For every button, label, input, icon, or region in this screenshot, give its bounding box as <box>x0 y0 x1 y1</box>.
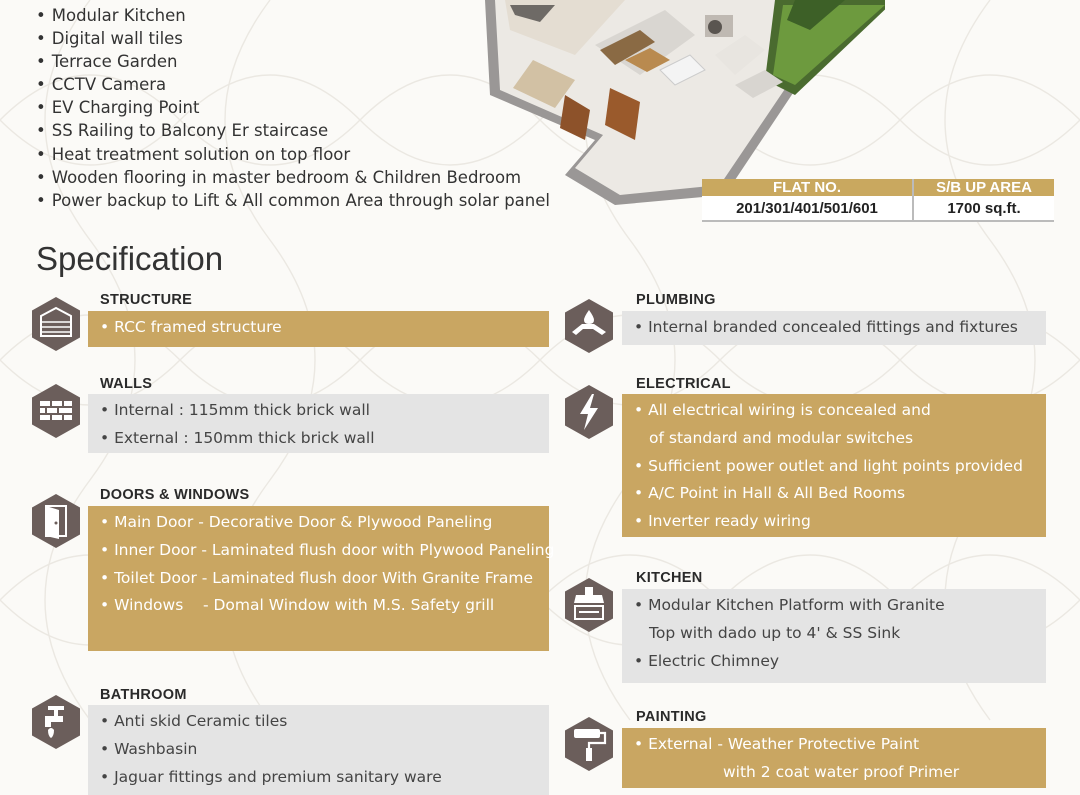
spec-item: • Toilet Door - Laminated flush door With Granite Frame <box>100 568 533 587</box>
flat-no-header: FLAT NO. <box>702 179 913 196</box>
spec-item: • External : 150mm thick brick wall <box>100 428 375 447</box>
spec-item: • Washbasin <box>100 739 198 758</box>
spec-item: • Anti skid Ceramic tiles <box>100 712 288 730</box>
spec-item: • Jaguar fittings and premium sanitary ware <box>100 767 442 786</box>
spec-item: • External - Weather Protective Paint <box>634 735 920 753</box>
section-title-kitchen: KITCHEN <box>636 570 703 586</box>
spec-item: • Internal : 115mm thick brick wall <box>100 401 370 419</box>
section-title-structure: STRUCTURE <box>100 292 193 308</box>
spec-item: • Modular Kitchen Platform with Granite <box>634 596 945 614</box>
brick-wall-icon <box>31 383 81 439</box>
amenity-item: • SS Railing to Balcony Er staircase <box>36 119 550 142</box>
plumbing-box <box>622 311 1046 345</box>
spec-item: • All electrical wiring is concealed and <box>634 401 931 419</box>
spec-item: • Inverter ready wiring <box>634 512 811 531</box>
door-icon <box>31 493 81 549</box>
painting-box <box>622 728 1046 788</box>
spec-item: with 2 coat water proof Primer <box>723 762 960 781</box>
area-header: S/B UP AREA <box>913 179 1054 196</box>
flat-area-table <box>702 179 1054 222</box>
tap-icon <box>31 694 81 750</box>
spec-item: • Main Door - Decorative Door & Plywood Paneling <box>100 513 493 531</box>
flat-no-value: 201/301/401/501/601 <box>702 196 913 221</box>
section-title-painting: PAINTING <box>636 709 707 725</box>
amenity-item: • Terrace Garden <box>36 50 550 73</box>
section-title-bathroom: BATHROOM <box>100 687 187 703</box>
spec-item: • A/C Point in Hall & All Bed Rooms <box>634 484 906 503</box>
amenity-item: • EV Charging Point <box>36 96 550 119</box>
section-title-walls: WALLS <box>100 376 153 392</box>
area-value: 1700 sq.ft. <box>913 196 1054 221</box>
structure-box <box>88 311 549 347</box>
spec-item: • RCC framed structure <box>100 318 282 336</box>
amenity-item: • Wooden flooring in master bedroom & Children Bedroom <box>36 166 550 189</box>
spec-item: • Windows - Domal Window with M.S. Safety grill <box>100 596 495 615</box>
spec-item: • Internal branded concealed fittings and fixtures <box>634 318 1018 336</box>
amenity-item: • Modular Kitchen <box>36 4 550 27</box>
amenity-item: • Power backup to Lift & All common Area through solar panel <box>36 189 550 212</box>
wrench-drop-icon <box>564 298 614 354</box>
amenity-item: • CCTV Camera <box>36 73 550 96</box>
chimney-icon <box>564 577 614 633</box>
amenity-item: • Digital wall tiles <box>36 27 550 50</box>
section-title-electrical: ELECTRICAL <box>636 376 731 392</box>
spec-item: • Sufficient power outlet and light points provided <box>634 456 1023 475</box>
spec-item: • Electric Chimney <box>634 651 780 670</box>
walls-box <box>88 394 549 453</box>
section-title-plumbing: PLUMBING <box>636 292 716 308</box>
spec-item: Top with dado up to 4' & SS Sink <box>649 623 901 642</box>
kitchen-box <box>622 589 1046 683</box>
amenity-item: • Heat treatment solution on top floor <box>36 143 550 166</box>
spec-item: of standard and modular switches <box>649 428 914 447</box>
doors-windows-box <box>88 506 555 651</box>
spec-item: • Inner Door - Laminated flush door with Plywood Paneling <box>100 540 555 559</box>
lightning-icon <box>564 384 614 440</box>
paint-roller-icon <box>564 716 614 772</box>
building-icon <box>31 296 81 352</box>
section-title-doors-windows: DOORS & WINDOWS <box>100 487 250 503</box>
bathroom-box <box>88 705 549 795</box>
electrical-box <box>622 394 1046 537</box>
page-title: Specification <box>36 240 224 277</box>
